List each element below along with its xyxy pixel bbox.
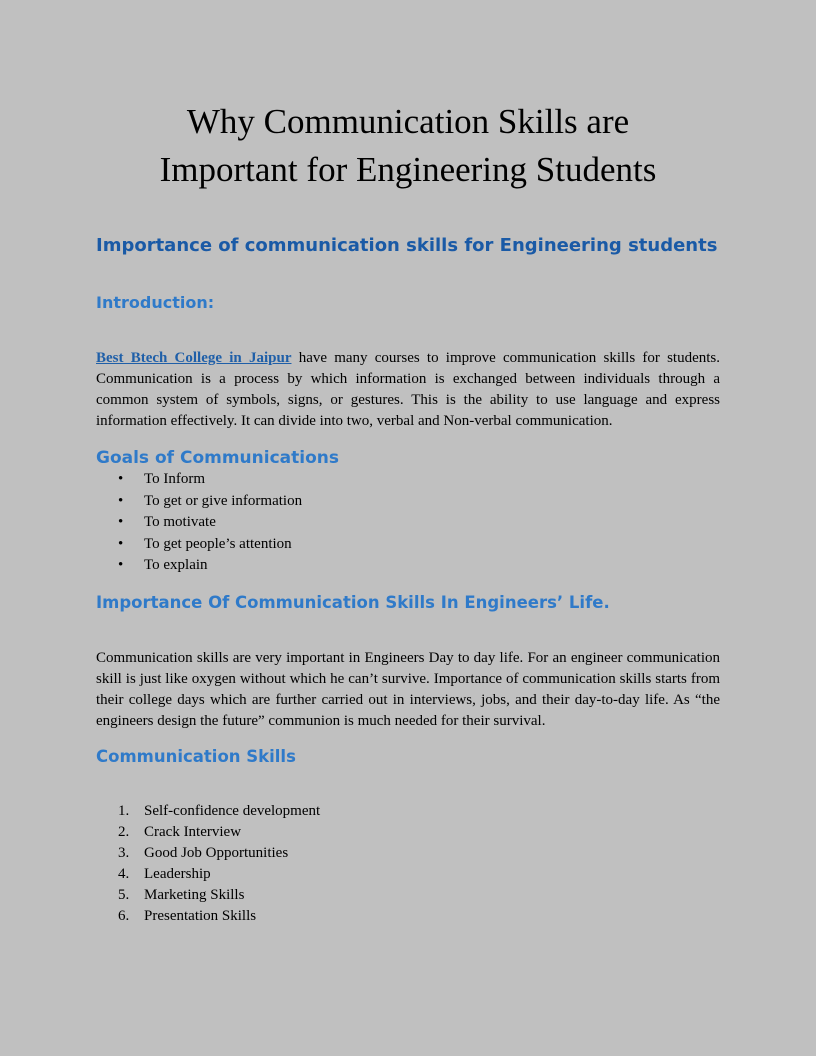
skill-label: Presentation Skills [144,907,257,924]
list-item [96,491,720,513]
list-number: 2. [118,823,130,840]
list-number: 3. [118,844,130,861]
bullet-icon: • [118,492,124,509]
list-number: 6. [118,907,130,924]
skill-label: Leadership [144,865,211,882]
goals-list [96,469,720,577]
intro-paragraph-text: have many courses to improve communication skills for students. Communication is a process by which information is exchanged between individuals through a common system of symbols, signs, or gestures. This is the ability to use language and express information effectively. It can divide into two, verbal and Non-verbal communication. [96,350,721,429]
list-item [96,843,720,864]
heading-introduction: Introduction: [96,293,215,312]
intro-paragraph [96,348,720,432]
goal-label: To explain [144,557,208,573]
list-item [96,885,720,906]
goal-label: To Inform [144,471,206,487]
heading-importance: Importance Of Communication Skills In Engineers’ Life. [96,592,610,612]
goal-label: To motivate [144,514,216,530]
skill-label: Good Job Opportunities [144,844,289,861]
bullet-icon: • [118,557,124,573]
bullet-icon: • [118,471,124,487]
title-line-2: Important for Engineering Students [159,150,657,189]
list-number: 5. [118,886,130,903]
list-item [96,512,720,534]
skill-label: Marketing Skills [144,886,245,903]
list-item [96,469,720,491]
skill-label: Self-confidence development [144,802,321,819]
bullet-icon: • [118,514,124,530]
goal-label: To get people’s attention [144,535,292,552]
heading-communication-skills: Communication Skills [96,746,296,766]
goal-label: To get or give information [144,492,303,509]
list-number: 1. [118,802,130,819]
list-item [96,822,720,843]
skill-label: Crack Interview [144,823,242,840]
heading-goals: Goals of Communications [96,448,339,468]
list-item [96,864,720,885]
best-btech-college-link[interactable]: Best Btech College in Jaipur [96,350,292,366]
bullet-icon: • [118,535,124,552]
document-title [96,98,720,194]
document-page [96,0,720,927]
title-line-1: Why Communication Skills are [186,102,630,141]
list-item [96,801,720,822]
list-item [96,555,720,577]
skills-list [96,801,720,927]
importance-paragraph: Communication skills are very important in Engineers Day to day life. For an engineer communication skill is just like oxygen without which he can’t survive. Importance of communication skills starts from their college days which are further carried out in interviews, jobs, and their day-to-day life. As “the engineers design the future” communion is much needed for their survival. [96,649,720,729]
list-item [96,906,720,927]
list-item [96,534,720,556]
heading-main: Importance of communication skills for Engineering students [96,235,718,256]
list-number: 4. [118,865,130,882]
